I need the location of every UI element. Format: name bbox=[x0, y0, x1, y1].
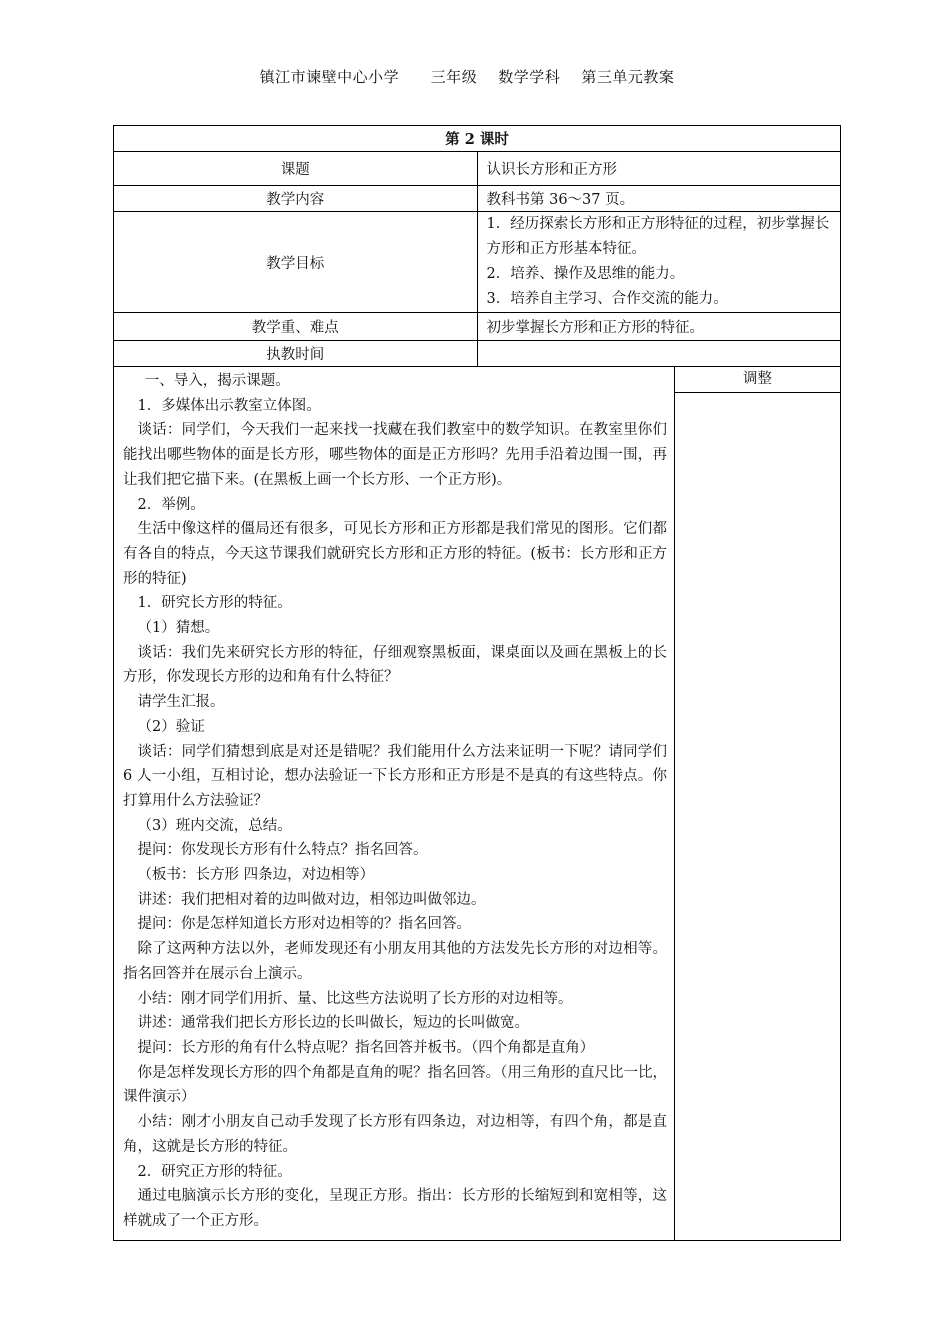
content-value: 教科书第 36～37 页。 bbox=[477, 186, 841, 212]
paragraph: （2）验证 bbox=[137, 718, 205, 735]
paragraph: 2．举例。 bbox=[137, 496, 205, 513]
paragraph: 小结：刚才同学们用折、量、比这些方法说明了长方形的对边相等。 bbox=[137, 990, 573, 1007]
paragraph: 讲述：通常我们把长方形长边的长叫做长，短边的长叫做宽。 bbox=[137, 1015, 529, 1032]
goal-item: 1．经历探索长方形和正方形特征的过程，初步掌握长方形和正方形基本特征。 bbox=[486, 216, 830, 257]
paragraph: 提问：你是怎样知道长方形对边相等的？指名回答。 bbox=[137, 916, 471, 933]
goals-value bbox=[477, 212, 841, 313]
paragraph: 提问：你发现长方形有什么特点？指名回答。 bbox=[137, 842, 428, 859]
paragraph: （1）猜想。 bbox=[137, 620, 220, 637]
paragraph: （板书：长方形 四条边，对边相等） bbox=[137, 867, 375, 884]
goals-label: 教学目标 bbox=[114, 212, 478, 313]
goal-item: 2．培养、操作及思维的能力。 bbox=[486, 266, 685, 282]
paragraph: 谈话：我们先来研究长方形的特征，仔细观察黑板面，课桌面以及画在黑板上的长方形，你发现长方形的边和角有什么特征？ bbox=[123, 644, 667, 686]
teaching-time-label: 执教时间 bbox=[114, 341, 478, 367]
adjustment-column bbox=[675, 367, 840, 1240]
adjustment-label: 调整 bbox=[675, 367, 840, 393]
paragraph: 1．研究长方形的特征。 bbox=[137, 595, 292, 612]
paragraph: 请学生汇报。 bbox=[137, 694, 225, 711]
paragraph: 讲述：我们把相对着的边叫做对边，相邻边叫做邻边。 bbox=[137, 891, 486, 908]
paragraph: 提问：长方形的角有什么特点呢？指名回答并板书。（四个角都是直角） bbox=[137, 1039, 595, 1056]
document-header: 镇江市谏壁中心小学 三年级 数学学科 第三单元教案 bbox=[259, 68, 675, 86]
lesson-plan-table bbox=[113, 125, 841, 1241]
paragraph: （3）班内交流，总结。 bbox=[137, 817, 292, 834]
topic-value: 认识长方形和正方形 bbox=[477, 152, 841, 186]
paragraph: 生活中像这样的僵局还有很多，可见长方形和正方形都是我们常见的图形。它们都有各自的特点，今天这节课我们就研究长方形和正方形的特征。(板书：长方形和正方形的特征) bbox=[123, 521, 667, 587]
topic-label: 课题 bbox=[114, 152, 478, 186]
paragraph: 你是怎样发现长方形的四个角都是直角的呢？指名回答。（用三角形的直尺比一比，课件演示） bbox=[123, 1064, 667, 1106]
teaching-time-value bbox=[477, 341, 841, 367]
paragraph: 小结：刚才小朋友自己动手发现了长方形有四条边，对边相等，有四个角，都是直角，这就是长方形的特征。 bbox=[123, 1114, 667, 1155]
goal-item: 3．培养自主学习、合作交流的能力。 bbox=[486, 291, 728, 307]
paragraph: 一、导入，揭示课题。 bbox=[144, 373, 290, 389]
lesson-procedure bbox=[114, 367, 675, 1240]
lesson-body-cell bbox=[114, 367, 841, 1241]
key-points-label: 教学重、难点 bbox=[114, 313, 478, 341]
paragraph: 2．研究正方形的特征。 bbox=[137, 1163, 292, 1180]
paragraph: 谈话：同学们猜想到底是对还是错呢？我们能用什么方法来证明一下呢？请同学们 6 人一小组，互相讨论，想办法验证一下长方形和正方形是不是真的有这些特点。你打算用什么方法验证？ bbox=[123, 743, 667, 809]
paragraph: 1．多媒体出示教室立体图。 bbox=[137, 397, 321, 414]
paragraph: 谈话：同学们，今天我们一起来找一找藏在我们教室中的数学知识。在教室里你们能找出哪些物体的面是长方形，哪些物体的面是正方形吗？先用手沿着边围一围，再让我们把它描下来。(在黑板上画一个长方形、一个正方形)。 bbox=[123, 422, 667, 488]
lesson-period-title: 第 2 课时 bbox=[114, 126, 841, 152]
key-points-value: 初步掌握长方形和正方形的特征。 bbox=[477, 313, 841, 341]
paragraph: 除了这两种方法以外，老师发现还有小朋友用其他的方法发先长方形的对边相等。指名回答并在展示台上演示。 bbox=[123, 941, 667, 982]
paragraph: 通过电脑演示长方形的变化，呈现正方形。指出：长方形的长缩短到和宽相等，这样就成了一个正方形。 bbox=[123, 1188, 667, 1229]
content-label: 教学内容 bbox=[114, 186, 478, 212]
